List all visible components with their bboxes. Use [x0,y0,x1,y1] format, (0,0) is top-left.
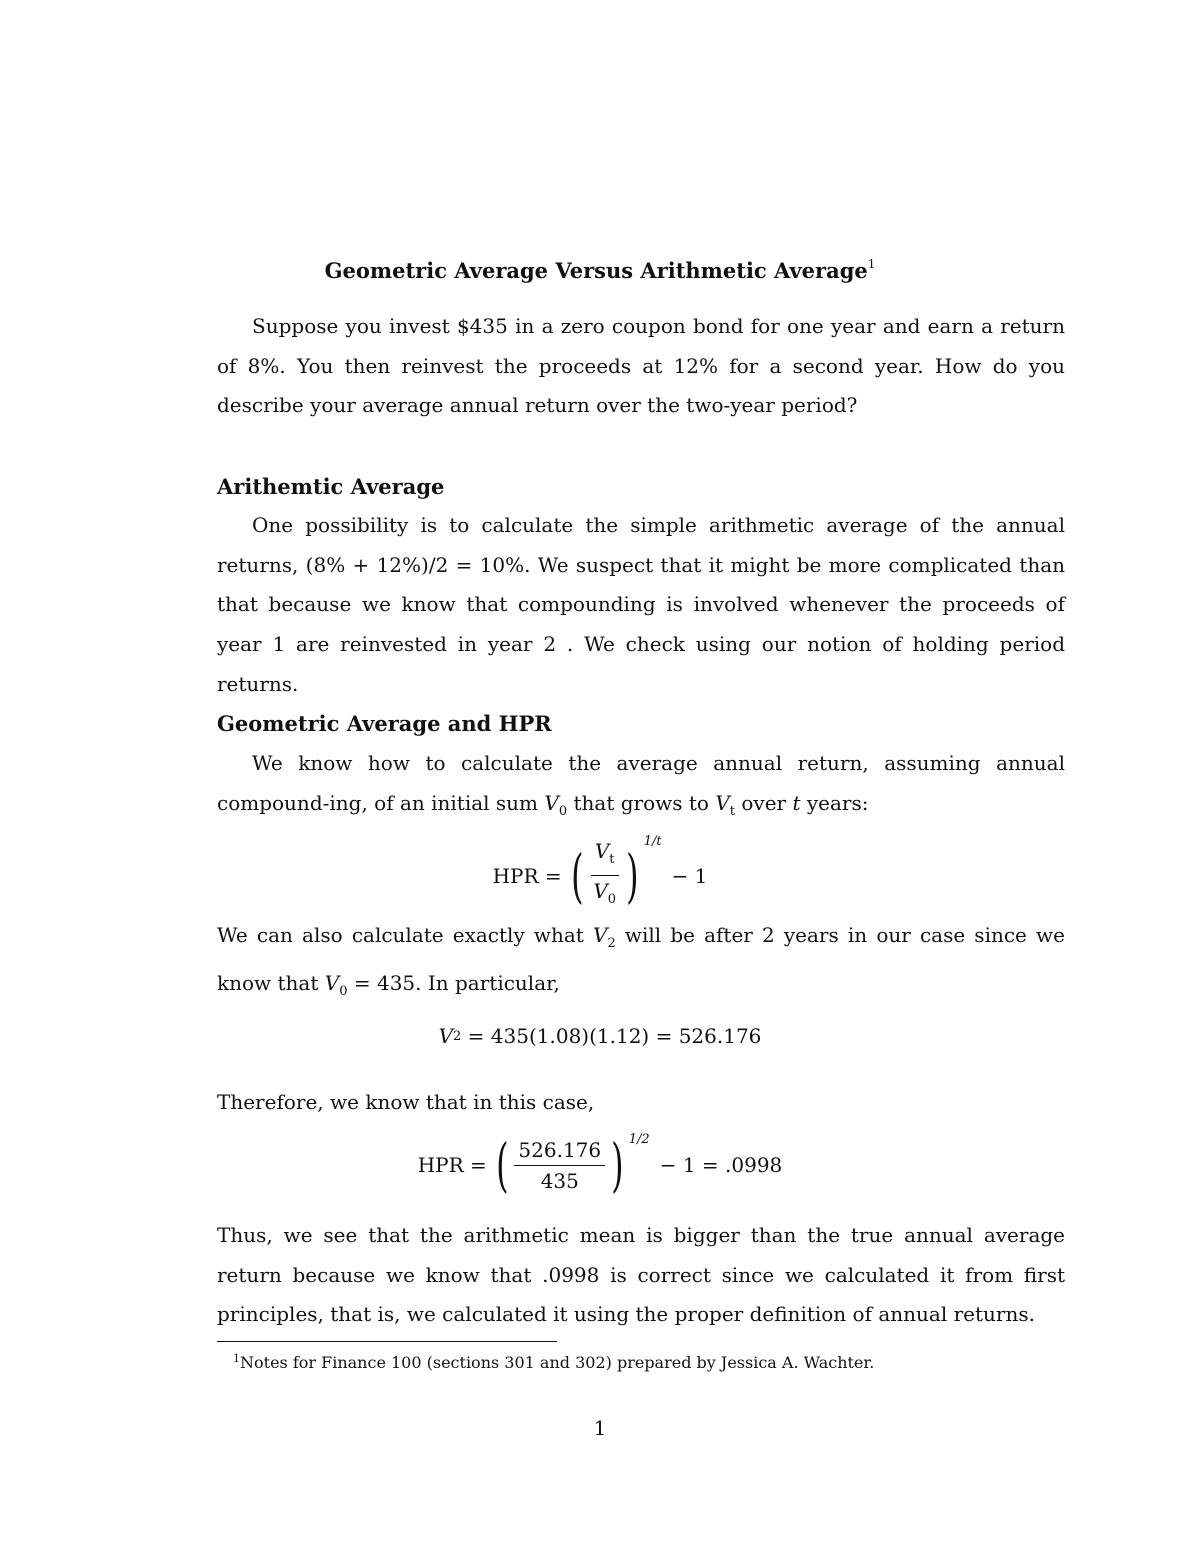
document-title: Geometric Average Versus Arithmetic Average$^1$ [324,257,876,283]
v2-formula: V 2 = 435(1.08)(1.12) = 526.176 [438,1024,762,1048]
geo-heading: Geometric Average and HPR [217,711,552,736]
arith-paragraph: One possibility is to calculate the simple arithmetic average of the annual returns, (8% + 12%)/2 = 10%. We suspect that it might be more complicated than that because we know that compounding is involved whenever the proceeds of year 1 are reinvested in year 2 . We check using our notion of holding period returns. [217,513,1065,696]
page-number: 1 [593,1416,607,1440]
therefore-paragraph: Therefore, we know that in this case, [217,1090,595,1114]
geo-paragraph: We know how to calculate the average annual return, assuming annual compound-ing, of an initial sum $V_0$ that grows to $V_t$ over t years: [217,751,1065,819]
title-footnote-mark: 1 [867,257,876,271]
conclusion-paragraph: Thus, we see that the arithmetic mean is bigger than the true annual average return because we know that .0998 is correct since we calculated it from first principles, that is, we calculated it using the proper definition of annual returns. [217,1223,1065,1327]
intro-paragraph: Suppose you invest $435 in a zero coupon bond for one year and earn a return of 8%. You then reinvest the proceeds at 12% for a second year. How do you describe your average annual return over the two-year period? [217,314,1065,418]
footnote: $^1$Notes for Finance 100 (sections 301 and 302) prepared by Jessica A. Wachter. [233,1352,875,1372]
hpr-formula: HPR = ( $\frac{V_t}{V_0}$ ) 1/t − 1 [492,834,708,910]
arith-heading: Arithemtic Average [217,474,445,499]
footnote-rule [217,1341,557,1342]
hpr-result-formula: HPR = ( $\frac{526.176}{435}$ ) 1/2 − 1 = .0998 [417,1131,783,1199]
v2-paragraph: We can also calculate exactly what $V_2$ will be after 2 years in our case since we know that $V_0 = 435$. In particular, [217,923,1065,999]
